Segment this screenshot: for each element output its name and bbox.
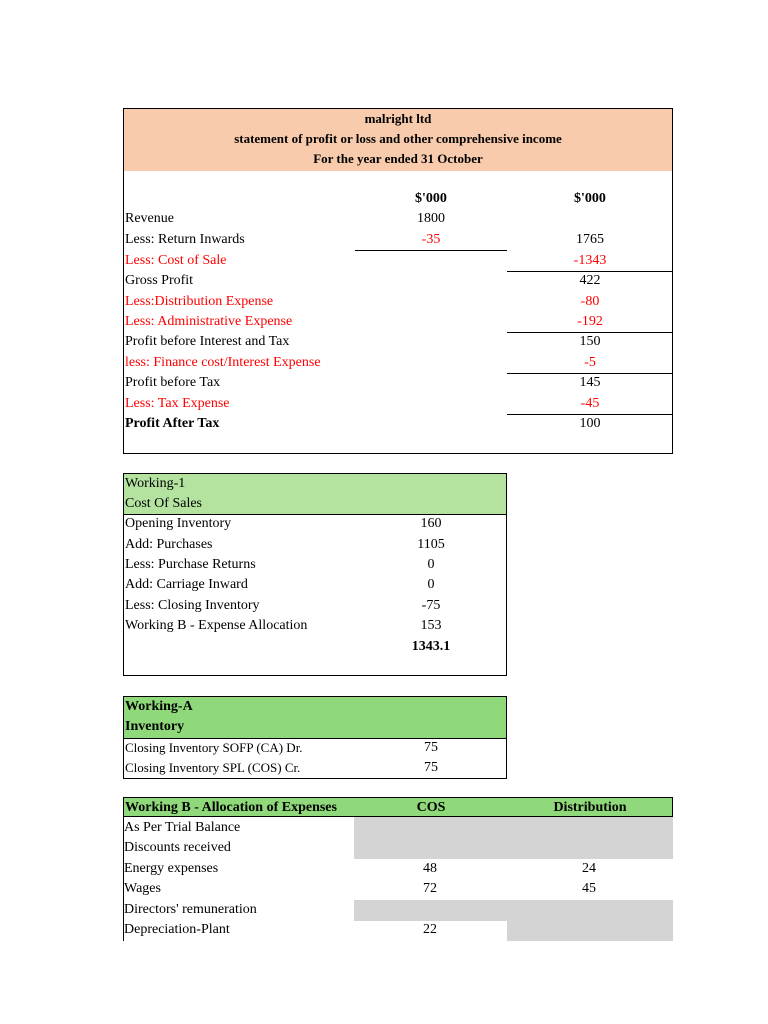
- row-label: Profit before Interest and Tax: [125, 334, 290, 349]
- w1-total: 1343.1: [411, 639, 451, 654]
- row-value-1: 1800: [417, 211, 445, 226]
- row-value-2: 1765: [576, 232, 604, 247]
- distribution-column-header: Distribution: [553, 800, 627, 815]
- wb-row: Directors' remuneration: [124, 902, 257, 917]
- pl-row-profit-after-tax: [124, 414, 672, 434]
- pl-row-cost-of-sale: [124, 251, 672, 271]
- row-label: Less:Distribution Expense: [125, 294, 274, 309]
- pl-row-pbit: [124, 332, 672, 352]
- wa-row: Closing Inventory SPL (COS) Cr. 75: [125, 760, 438, 775]
- profit-loss-statement: [123, 108, 673, 454]
- cos-column-header: COS: [416, 800, 446, 815]
- w1-row: Working B - Expense Allocation 153: [125, 618, 442, 633]
- row-label: Less: Tax Expense: [125, 396, 230, 411]
- row-value-2: 422: [579, 273, 601, 288]
- pl-row-finance-cost: [124, 353, 672, 373]
- working-1-table: [123, 473, 507, 676]
- w1-total-row: [124, 637, 506, 657]
- wb-row: Discounts received: [124, 840, 231, 855]
- row-label: Revenue: [125, 211, 174, 226]
- row-value-2: -5: [584, 355, 596, 370]
- w1-row: Less: Closing Inventory -75: [125, 598, 441, 613]
- wa-row: Closing Inventory SOFP (CA) Dr. 75: [125, 740, 438, 755]
- working-b-title: Working B - Allocation of Expenses: [125, 800, 337, 815]
- column-header-row: [124, 189, 672, 209]
- working-b-table: [123, 797, 673, 941]
- pl-row-gross-profit: [124, 271, 672, 291]
- w1-row: Add: Purchases 1105: [125, 537, 445, 552]
- row-value-2: 150: [579, 334, 601, 349]
- working-1-header: Working-1 Cost Of Sales: [124, 474, 506, 515]
- wb-row: Depreciation-Plant 22: [124, 922, 437, 937]
- w1-row: Less: Purchase Returns 0: [125, 557, 435, 572]
- pl-row-revenue: [124, 209, 672, 229]
- wb-row: Energy expenses 48 24: [124, 861, 596, 876]
- row-value-2: 145: [579, 375, 601, 390]
- row-value-2: -80: [580, 294, 600, 309]
- row-label: less: Finance cost/Interest Expense: [125, 355, 321, 370]
- row-value-2: -1343: [573, 253, 607, 268]
- working-a-table: [123, 696, 507, 779]
- statement-title: statement of profit or loss and other comprehensive income: [234, 131, 562, 146]
- row-label: Less: Cost of Sale: [125, 253, 227, 268]
- pl-row-distribution-expense: [124, 292, 672, 312]
- pl-row-pbt: [124, 373, 672, 393]
- pl-row-return-inwards: [124, 230, 672, 250]
- row-label: Profit before Tax: [125, 375, 221, 390]
- row-label: Profit After Tax: [125, 416, 220, 431]
- column-header-1: $'000: [415, 191, 447, 206]
- row-label: Gross Profit: [125, 273, 194, 288]
- statement-header: [124, 109, 672, 171]
- wb-row: As Per Trial Balance: [124, 820, 241, 835]
- working-a-header: Working-A Inventory: [124, 697, 506, 739]
- pl-row-tax-expense: [124, 394, 672, 414]
- wb-row: Wages 72 45: [124, 881, 596, 896]
- w1-row: Add: Carriage Inward 0: [125, 577, 435, 592]
- row-value-2: 100: [579, 416, 601, 431]
- row-label: Less: Return Inwards: [125, 232, 245, 247]
- row-value-1: -35: [421, 232, 441, 247]
- working-b-header: [123, 797, 673, 817]
- w1-row: Opening Inventory 160: [125, 516, 442, 531]
- row-value-2: -192: [577, 314, 603, 329]
- row-label: Less: Administrative Expense: [125, 314, 293, 329]
- statement-period: For the year ended 31 October: [313, 151, 483, 166]
- pl-row-administrative-expense: [124, 312, 672, 332]
- company-name: malright ltd: [364, 111, 432, 126]
- column-header-2: $'000: [574, 191, 606, 206]
- row-value-2: -45: [580, 396, 600, 411]
